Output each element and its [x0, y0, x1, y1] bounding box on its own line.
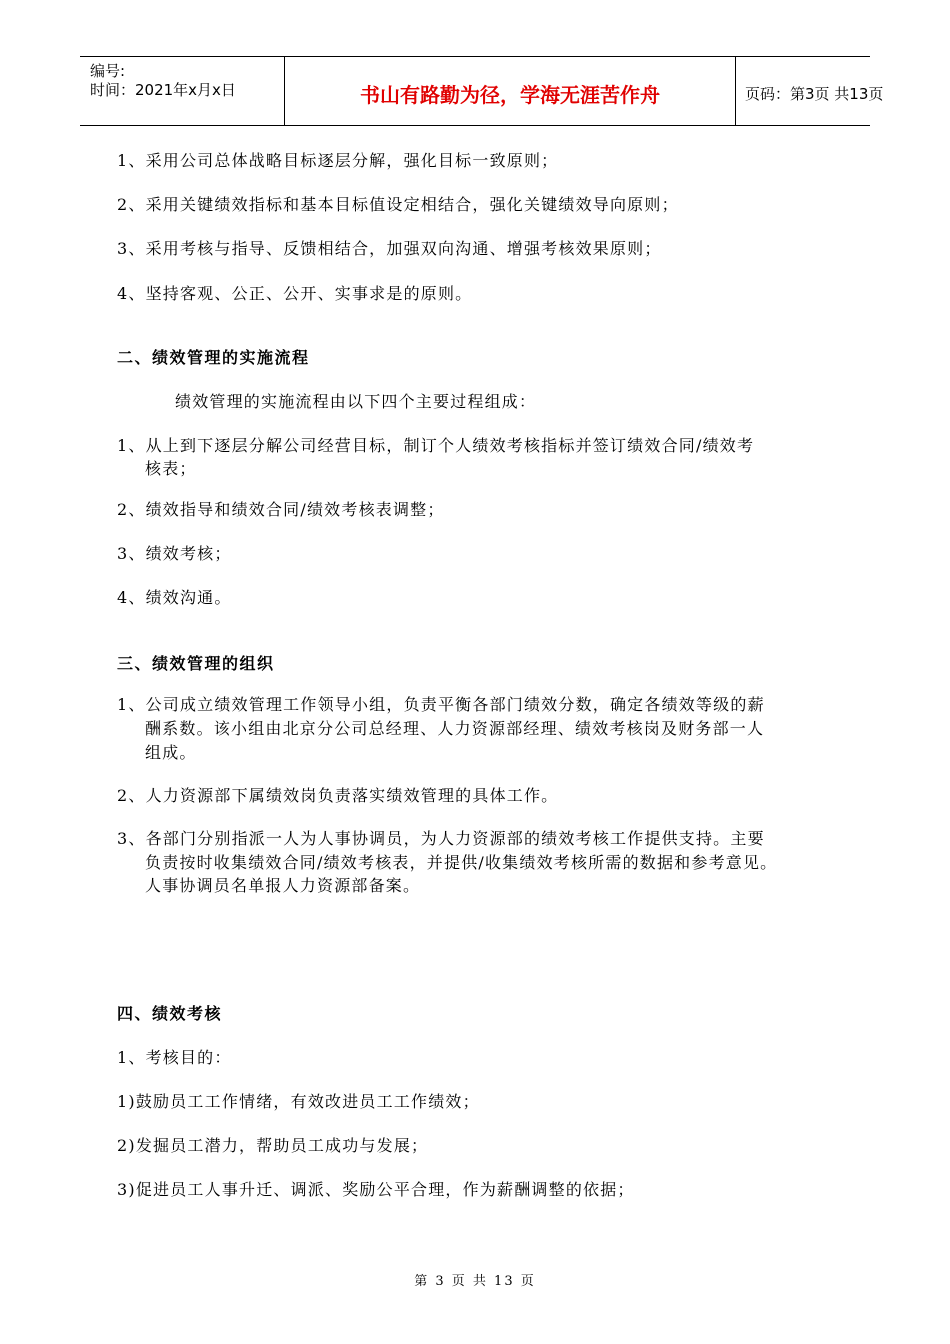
- header-right-cell: [735, 57, 884, 125]
- list-item: 2、人力资源部下属绩效岗负责落实绩效管理的具体工作。: [117, 786, 559, 805]
- list-item: 1、从上到下逐层分解公司经营目标，制订个人绩效考核指标并签订绩效合同/绩效考: [117, 436, 755, 455]
- document-time-label: 时间：2021年x月x日: [90, 81, 236, 99]
- page-header: [80, 56, 884, 126]
- page-footer: 第 3 页 共 13 页: [414, 1274, 536, 1289]
- list-item-continuation: 组成。: [145, 743, 197, 762]
- principle-item: 4、坚持客观、公正、公开、实事求是的原则。: [117, 284, 473, 303]
- list-item-continuation: 人事协调员名单报人力资源部备案。: [145, 876, 421, 895]
- list-item: 4、绩效沟通。: [117, 588, 232, 607]
- list-item: 3、各部门分别指派一人为人事协调员，为人力资源部的绩效考核工作提供支持。主要: [117, 829, 765, 848]
- list-item: 3)促进员工人事升迁、调派、奖励公平合理，作为薪酬调整的依据；: [117, 1180, 635, 1199]
- header-motto: 书山有路勤为径，学海无涯苦作舟: [360, 83, 660, 107]
- list-item: 1、公司成立绩效管理工作领导小组，负责平衡各部门绩效分数，确定各绩效等级的薪: [117, 695, 765, 714]
- principle-item: 3、采用考核与指导、反馈相结合，加强双向沟通、增强考核效果原则；: [117, 239, 662, 258]
- list-item: 2、绩效指导和绩效合同/绩效考核表调整；: [117, 500, 445, 519]
- section-intro: 绩效管理的实施流程由以下四个主要过程组成：: [175, 392, 537, 411]
- section-heading: 三、绩效管理的组织: [117, 654, 275, 673]
- header-motto-cell: [284, 57, 736, 125]
- list-item-continuation: 核表；: [145, 459, 197, 478]
- list-item-continuation: 负责按时收集绩效合同/绩效考核表，并提供/收集绩效考核所需的数据和参考意见。: [145, 853, 778, 872]
- section-heading: 二、绩效管理的实施流程: [117, 348, 310, 367]
- header-left-cell: [80, 57, 284, 125]
- list-item-continuation: 酬系数。该小组由北京分公司总经理、人力资源部经理、绩效考核岗及财务部一人: [145, 719, 765, 738]
- header-page-code: 页码：第3页 共13页: [745, 85, 884, 103]
- document-number-label: 编号:: [90, 62, 126, 80]
- list-item: 3、绩效考核；: [117, 544, 232, 563]
- list-item: 1)鼓励员工工作情绪，有效改进员工工作绩效；: [117, 1092, 480, 1111]
- section-heading: 四、绩效考核: [117, 1004, 223, 1023]
- list-item: 1、考核目的：: [117, 1048, 232, 1067]
- principle-item: 2、采用关键绩效指标和基本目标值设定相结合，强化关键绩效导向原则；: [117, 195, 679, 214]
- list-item: 2)发掘员工潜力，帮助员工成功与发展；: [117, 1136, 429, 1155]
- principle-item: 1、采用公司总体战略目标逐层分解，强化目标一致原则；: [117, 151, 559, 170]
